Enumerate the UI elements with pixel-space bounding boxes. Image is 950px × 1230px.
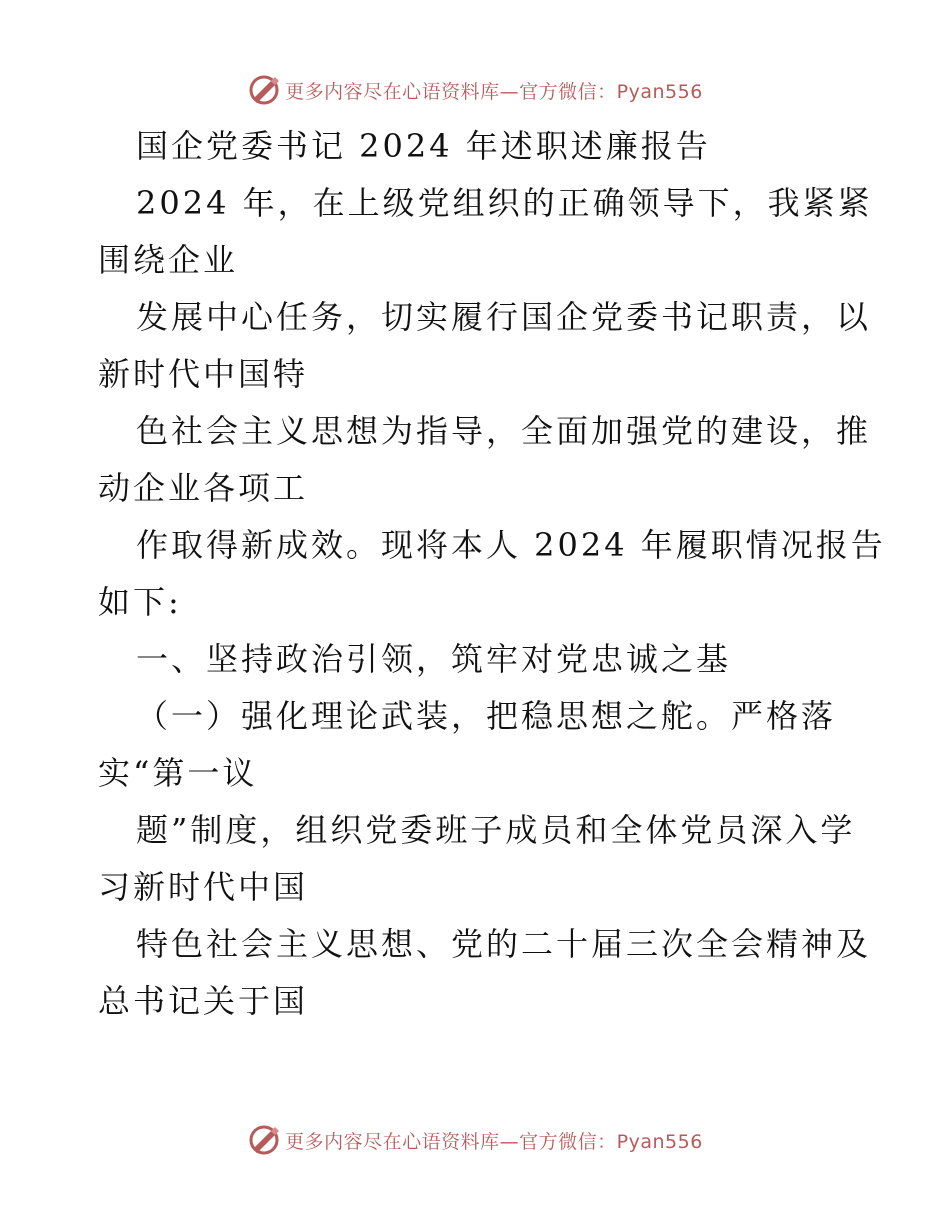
text-line: 新时代中国特	[98, 355, 309, 393]
text-line: 作取得新成效。现将本人 2024 年履职情况报告	[136, 526, 886, 564]
footer-watermark	[0, 1120, 950, 1160]
pen-logo-icon	[247, 73, 281, 107]
text-line: 发展中心任务，切实履行国企党委书记职责，以	[136, 298, 872, 336]
pen-logo-icon	[247, 1123, 281, 1157]
text-line: 围绕企业	[98, 241, 239, 279]
text-line: 动企业各项工	[98, 469, 309, 507]
text-line: 特色社会主义思想、党的二十届三次全会精神及	[136, 925, 872, 963]
text-line: 总书记关于国	[98, 982, 309, 1020]
text-line: 色社会主义思想为指导，全面加强党的建设，推	[136, 412, 872, 450]
document-body	[98, 118, 886, 1030]
text-line: 如下:	[98, 583, 182, 621]
text-line: （一）强化理论武装，把稳思想之舵。严格落	[136, 697, 837, 735]
watermark-text: 更多内容尽在心语资料库—官方微信：Pyan556	[285, 1130, 703, 1153]
text-line: 国企党委书记 2024 年述职述廉报告	[136, 127, 711, 165]
text-line: 习新时代中国	[98, 868, 309, 906]
text-line: 一、坚持政治引领，筑牢对党忠诚之基	[136, 640, 732, 678]
text-line: 实“第一议	[98, 754, 258, 792]
header-watermark	[0, 70, 950, 110]
watermark-text: 更多内容尽在心语资料库—官方微信：Pyan556	[285, 80, 703, 103]
text-line: 题”制度，组织党委班子成员和全体党员深入学	[136, 811, 856, 849]
text-line: 2024 年，在上级党组织的正确领导下，我紧紧	[136, 184, 873, 222]
